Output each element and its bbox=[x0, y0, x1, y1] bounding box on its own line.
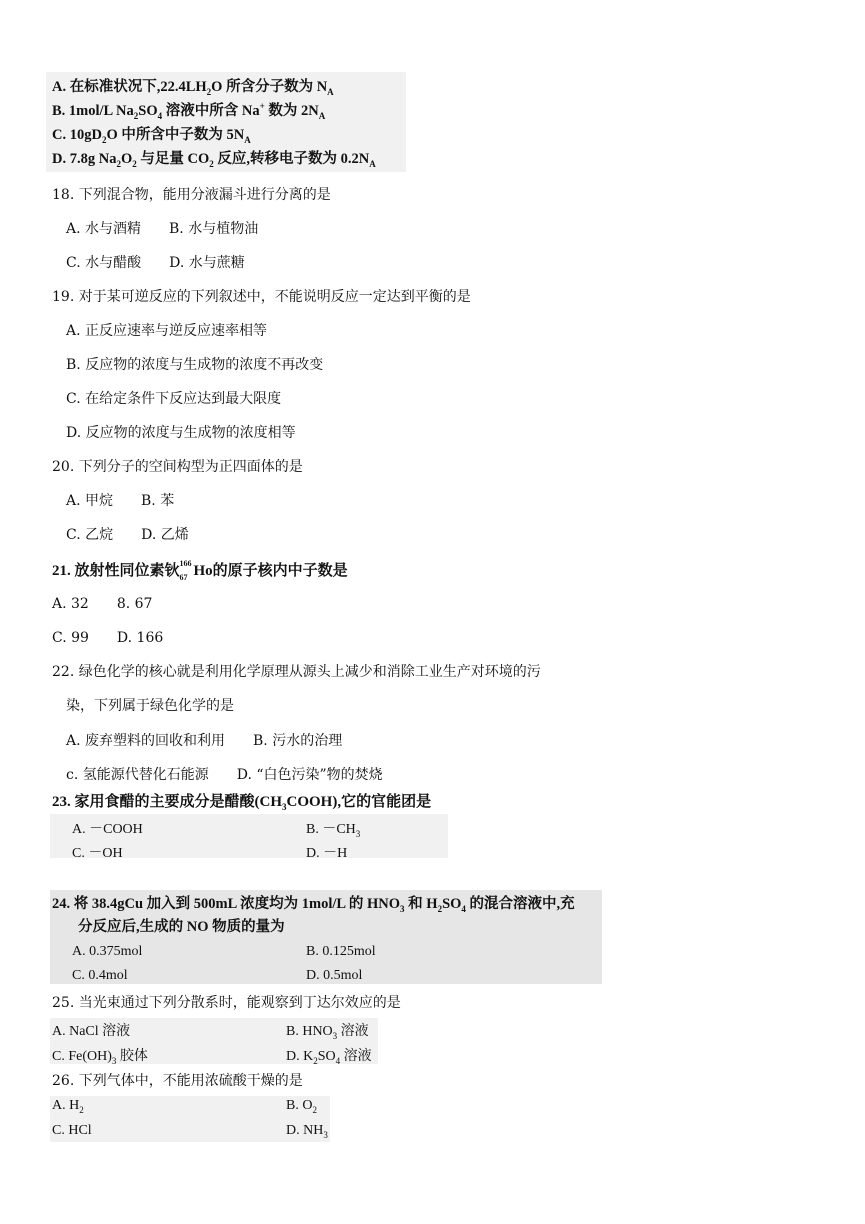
q19-option-a: A. 正反应速率与逆反应速率相等 bbox=[66, 323, 268, 339]
q21-options-row2: C. 99 D. 166 bbox=[52, 630, 164, 646]
q18-options-row2: C. 水与醋酸 D. 水与蔗糖 bbox=[66, 255, 245, 271]
q21-atomic-number: 67 bbox=[179, 573, 188, 582]
q23-option-b: B. $-CH_3$ bbox=[306, 822, 361, 839]
q19-stem: 19. 对于某可逆反应的下列叙述中，不能说明反应一定达到平衡的是 bbox=[52, 289, 471, 305]
q22-options-row2: c. 氢能源代替化石能源 D. “白色污染”物的焚烧 bbox=[66, 767, 383, 783]
q25-option-d: D. $K_2SO_4$ 溶液 bbox=[286, 1049, 372, 1066]
q24-option-b: B. 0.125mol bbox=[306, 944, 376, 959]
q20-stem: 20. 下列分子的空间构型为正四面体的是 bbox=[52, 459, 303, 475]
q24-stem-line1: 24. 将 38.4gCu 加入到 500mL 浓度均为 1mol/L 的 $HNO_3$ 和 $H_2SO_4$ 的混合溶液中,充 bbox=[52, 896, 575, 914]
q26-option-b: B. $O_2$ bbox=[286, 1098, 317, 1115]
q22-options-row1: A. 废弃塑料的回收和利用 B. 污水的治理 bbox=[66, 733, 343, 749]
q21-isotope-notation bbox=[179, 559, 194, 582]
q17-option-a: A. 在标准状况下$,22.4LH_2O$ 所含分子数为 $N_A$ bbox=[52, 79, 334, 97]
q19-option-c: C. 在给定条件下反应达到最大限度 bbox=[66, 391, 282, 407]
q21-stem-pre: 21. 放射性同位素钬 bbox=[52, 563, 180, 579]
q22-stem-line1: 22. 绿色化学的核心就是利用化学原理从源头上减少和消除工业生产对环境的污 bbox=[52, 664, 541, 680]
q24-option-c: C. 0.4mol bbox=[72, 968, 128, 983]
q17-option-b: B. 1mol/L $Na_2SO_4$ 溶液中所含 Na+ 数为 $2N_A$ bbox=[52, 101, 326, 121]
q21-options-row1: A. 32 8. 67 bbox=[52, 596, 153, 612]
q23-stem: 23. 家用食醋的主要成分是醋酸$(CH_3COOH)$,它的官能团是 bbox=[52, 794, 432, 812]
q26-option-a: A. $H_2$ bbox=[52, 1098, 84, 1115]
q26-option-d: D. $NH_3$ bbox=[286, 1123, 328, 1140]
q21-stem-post: Ho的原子核内中子数是 bbox=[193, 563, 348, 579]
q23-option-d: D. －H bbox=[306, 846, 348, 861]
q18-options-row1: A. 水与酒精 B. 水与植物油 bbox=[66, 221, 259, 237]
q26-option-c: C. HCl bbox=[52, 1123, 92, 1138]
q17-option-d: D. 7.8g $Na_2O_2$ 与足量 $CO_2$ 反应,转移电子数为 $0.2N_A$ bbox=[52, 151, 376, 169]
q24-option-a: A. 0.375mol bbox=[72, 944, 143, 959]
q19-option-d: D. 反应物的浓度与生成物的浓度相等 bbox=[66, 425, 296, 441]
q26-stem: 26. 下列气体中，不能用浓硫酸干燥的是 bbox=[52, 1073, 303, 1089]
q25-stem: 25. 当光束通过下列分散系时，能观察到丁达尔效应的是 bbox=[52, 995, 401, 1011]
q24-stem-line2: 分反应后,生成的 NO 物质的量为 bbox=[78, 919, 285, 935]
q25-option-c: C. $Fe(OH)_3$ 胶体 bbox=[52, 1049, 148, 1066]
q22-stem-line2: 染，下列属于绿色化学的是 bbox=[66, 698, 234, 714]
q18-stem: 18. 下列混合物，能用分液漏斗进行分离的是 bbox=[52, 187, 331, 203]
q20-options-row2: C. 乙烷 D. 乙烯 bbox=[66, 527, 189, 543]
q24-option-d: D. 0.5mol bbox=[306, 968, 363, 983]
q20-options-row1: A. 甲烷 B. 苯 bbox=[66, 493, 175, 509]
q23-option-a: A. －COOH bbox=[72, 822, 143, 837]
q25-option-a: A. NaCl 溶液 bbox=[52, 1024, 131, 1039]
q21-stem bbox=[52, 561, 348, 580]
q17-option-c: C. $10gD_2O$ 中所含中子数为 $5N_A$ bbox=[52, 127, 251, 145]
q25-option-b: B. $HNO_3$ 溶液 bbox=[286, 1024, 369, 1041]
q21-mass-number: 166 bbox=[179, 559, 192, 568]
q19-option-b: B. 反应物的浓度与生成物的浓度不再改变 bbox=[66, 357, 324, 373]
q23-option-c: C. －OH bbox=[72, 846, 123, 861]
